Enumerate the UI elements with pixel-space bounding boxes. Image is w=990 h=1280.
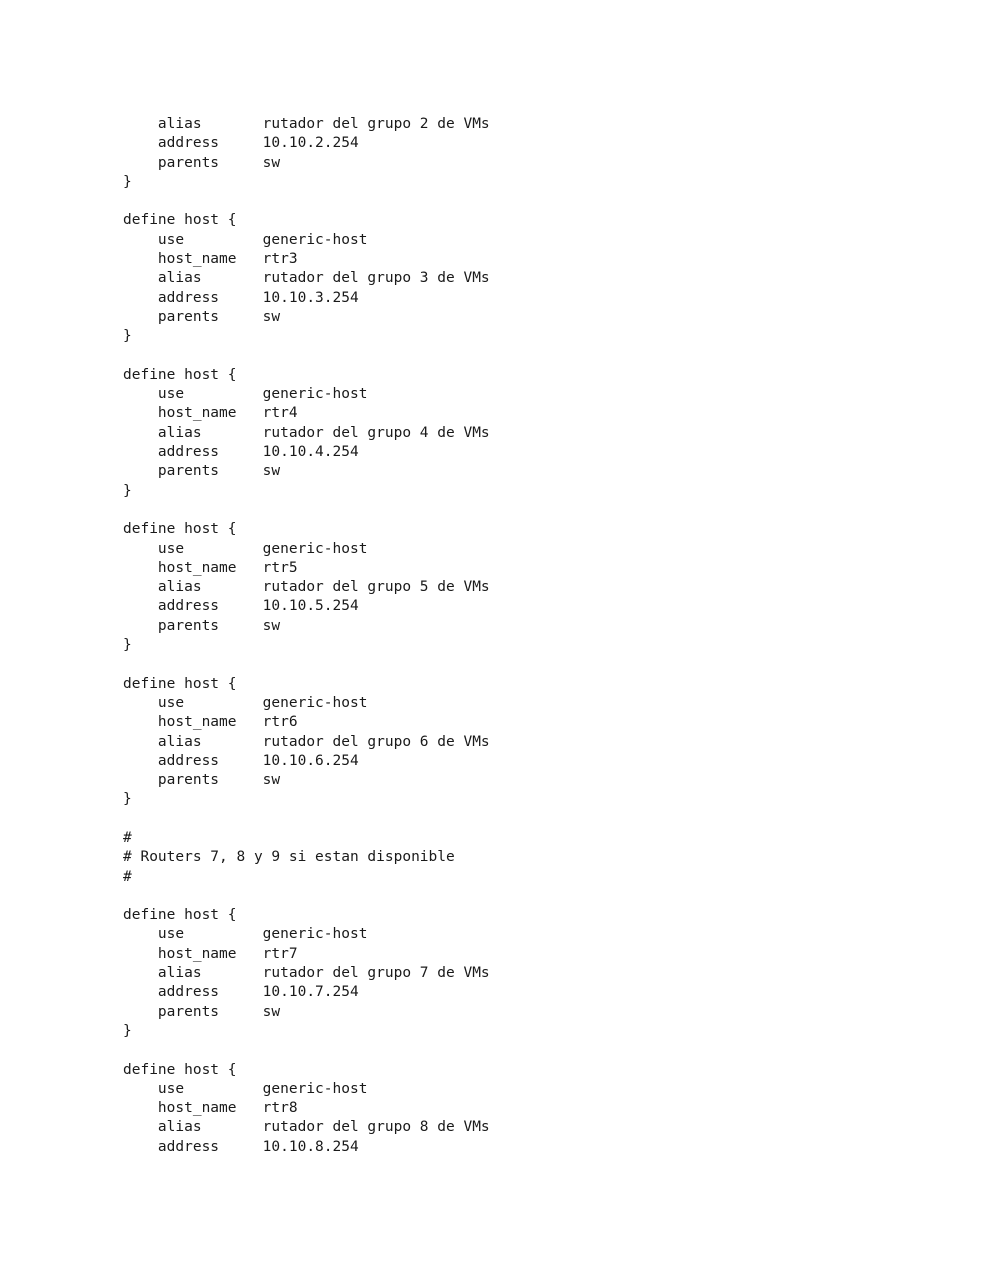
code-line: address 10.10.8.254 — [123, 1138, 359, 1155]
code-line: use generic-host — [123, 231, 368, 248]
code-line — [123, 887, 923, 906]
code-line: parents sw — [123, 463, 281, 480]
code-line: host_name rtr3 — [123, 251, 298, 268]
code-line: define host { — [123, 366, 237, 383]
code-line: address 10.10.4.254 — [123, 444, 359, 461]
code-line: parents sw — [123, 617, 281, 634]
code-line — [123, 347, 923, 366]
code-line: address 10.10.5.254 — [123, 598, 359, 615]
code-line: parents sw — [123, 308, 281, 325]
code-line: parents sw — [123, 1003, 281, 1020]
code-line: alias rutador del grupo 4 de VMs — [123, 424, 490, 441]
code-line: } — [123, 637, 132, 654]
code-line: alias rutador del grupo 2 de VMs — [123, 116, 490, 132]
code-line: } — [123, 791, 132, 808]
config-document — [123, 115, 923, 1157]
code-line: address 10.10.2.254 — [123, 135, 359, 152]
code-line — [123, 1041, 923, 1060]
code-line: alias rutador del grupo 7 de VMs — [123, 965, 490, 982]
code-line: host_name rtr4 — [123, 405, 298, 422]
code-line: define host { — [123, 907, 237, 924]
code-line — [123, 192, 923, 211]
code-line: alias rutador del grupo 6 de VMs — [123, 733, 490, 750]
code-line: define host { — [123, 521, 237, 538]
code-line: use generic-host — [123, 694, 368, 711]
code-line: parents sw — [123, 772, 281, 789]
code-line: host_name rtr6 — [123, 714, 298, 731]
code-line — [123, 810, 923, 829]
code-line: address 10.10.7.254 — [123, 984, 359, 1001]
code-line: define host { — [123, 1061, 237, 1078]
code-line — [123, 501, 923, 520]
code-line: alias rutador del grupo 8 de VMs — [123, 1119, 490, 1136]
code-line: } — [123, 173, 132, 190]
code-line: define host { — [123, 212, 237, 229]
code-line: use generic-host — [123, 540, 368, 557]
code-line: use generic-host — [123, 386, 368, 403]
code-line — [123, 655, 923, 674]
code-line: alias rutador del grupo 3 de VMs — [123, 270, 490, 287]
code-line: } — [123, 328, 132, 345]
code-line: use generic-host — [123, 926, 368, 943]
code-line: use generic-host — [123, 1080, 368, 1097]
code-line: address 10.10.6.254 — [123, 752, 359, 769]
code-line: address 10.10.3.254 — [123, 289, 359, 306]
code-line: host_name rtr5 — [123, 559, 298, 576]
code-line: # Routers 7, 8 y 9 si estan disponible — [123, 849, 455, 866]
code-line: host_name rtr7 — [123, 945, 298, 962]
code-line: alias rutador del grupo 5 de VMs — [123, 579, 490, 596]
code-line: } — [123, 482, 132, 499]
code-line: # — [123, 868, 132, 885]
code-line: host_name rtr8 — [123, 1100, 298, 1117]
code-line: # — [123, 829, 132, 846]
code-line: define host { — [123, 675, 237, 692]
code-line: parents sw — [123, 154, 281, 171]
code-line: } — [123, 1022, 132, 1039]
